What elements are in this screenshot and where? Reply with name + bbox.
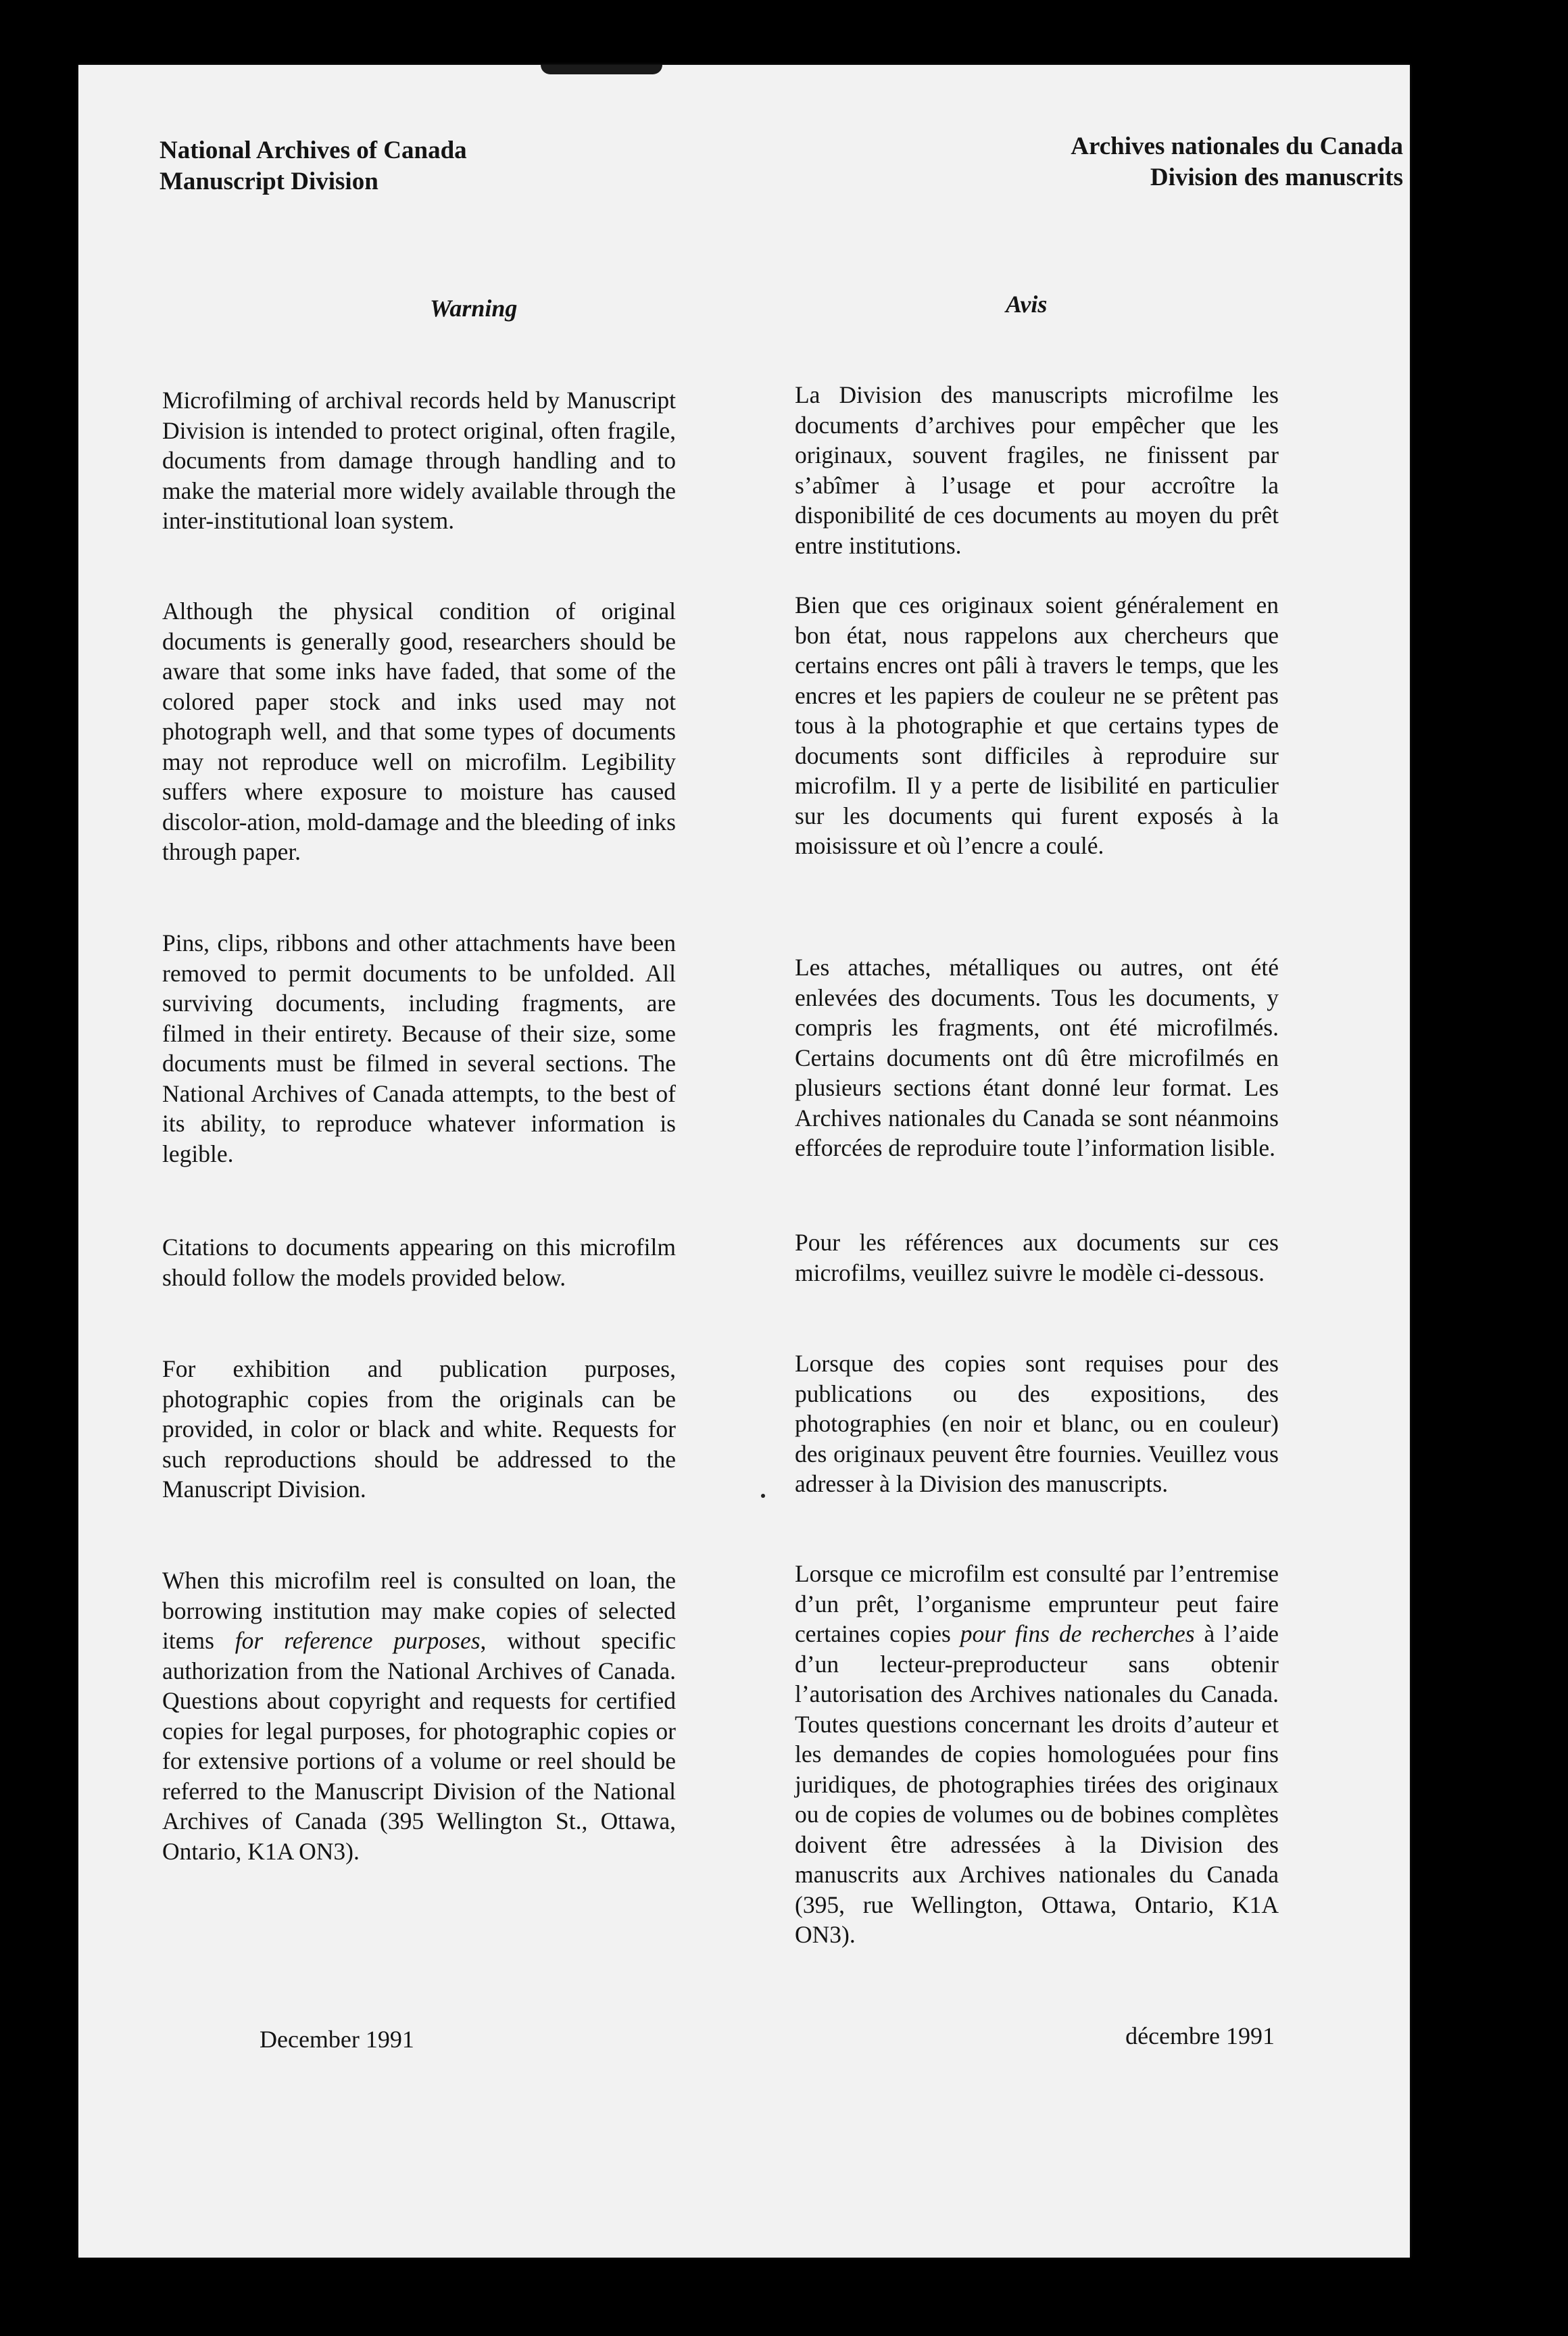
- english-paragraph-6: [162, 1565, 676, 1866]
- english-paragraph-6-italic: for reference purposes: [235, 1627, 481, 1654]
- french-paragraph-6-italic: pour fins de recherches: [960, 1620, 1195, 1647]
- french-paragraph-5: Lorsque des copies sont requises pour des publications ou des expositions, des photographies (en noir et blanc, ou en couleur) des originaux peuvent être fournies. Veuillez vous adresser à la Division des manuscripts.: [795, 1350, 1279, 1497]
- paper-notch: [541, 65, 662, 74]
- english-paragraph-6-part2: , without specific authorization from the National Archives of Canada. Questions about copyright and requests for certified copies for legal purposes, for photographic copies or for extensive portions of a volume or reel should be referred to the Manuscript Division of the National Archives of Canada (395 Wellington St., Ottawa, Ontario, K1A ON3).: [162, 1627, 676, 1865]
- english-paragraph-4: Citations to documents appearing on this microfilm should follow the models provided below.: [162, 1234, 676, 1291]
- french-paragraph-3: Les attaches, métalliques ou autres, ont été enlevées des documents. Tous les documents, y compris les fragments, ont été microfilmés. Certains documents ont dû être microfilmés en plusieurs sections étant donné leur format. Les Archives nationales du Canada se sont néanmoins efforcées de reproduire toute l’information lisible.: [795, 954, 1279, 1161]
- french-title: Avis: [1006, 291, 1048, 318]
- english-paragraph-3: Pins, clips, ribbons and other attachments have been removed to permit documents to be unfolded. All surviving documents, including fragments, are filmed in their entirety. Because of their size, some documents must be filmed in several sections. The National Archives of Canada attempts, to the best of its ability, to reproduce whatever information is legible.: [162, 929, 676, 1167]
- english-header-line2: Manuscript Division: [160, 168, 378, 195]
- french-date: décembre 1991: [1125, 2022, 1275, 2049]
- french-paragraph-6: [795, 1559, 1279, 1950]
- english-paragraph-1: Microfilming of archival records held by Manuscript Division is intended to protect original, often fragile, documents from damage through handling and to make the material more widely available through the inter-institutional loan system.: [162, 387, 676, 534]
- english-paragraph-5: For exhibition and publication purposes, photographic copies from the originals can be provided, in color or black and white. Requests for such reproductions should be addressed to the Manuscript Division.: [162, 1355, 676, 1503]
- english-paragraph-2: Although the physical condition of original documents is generally good, researchers should be aware that some inks have faded, that some of the colored paper stock and inks used may not photograph well, and that some types of documents may not reproduce well on microfilm. Legibility suffers where exposure to moisture has caused discolor-ation, mold-damage and the bleeding of inks through paper.: [162, 598, 676, 865]
- english-header-line1: National Archives of Canada: [160, 137, 467, 164]
- french-header: [1071, 131, 1403, 193]
- french-header-line1: Archives nationales du Canada: [1071, 132, 1403, 160]
- english-date: December 1991: [260, 2026, 414, 2053]
- french-header-line2: Division des manuscrits: [1150, 164, 1403, 191]
- ink-speck: [761, 1494, 765, 1498]
- french-paragraph-6-part1: Lorsque ce microfilm est consulté par l’entremise d’un prêt, l’organisme emprunteur peut faire certaines copies: [795, 1560, 1279, 1647]
- english-header: [160, 135, 467, 197]
- french-paragraph-1: La Division des manuscripts microfilme les documents d’archives pour empêcher que les originaux, souvent fragiles, ne finissent par s’abîmer à l’usage et pour accroître la disponibilité de ces documents au moyen du prêt entre institutions.: [795, 381, 1279, 559]
- english-paragraph-6-part1: When this microfilm reel is consulted on loan, the borrowing institution may make copies of selected items: [162, 1567, 676, 1654]
- english-title: Warning: [430, 295, 518, 322]
- french-paragraph-2: Bien que ces originaux soient généralement en bon état, nous rappelons aux chercheurs que certains encres ont pâli à travers le temps, que les encres et les papiers de couleur ne se prêtent pas tous à la photographie et que certains types de documents sont difficiles à reproduire sur microfilm. Il y a perte de lisibilité en particulier sur les documents qui furent exposés à la moisissure et où l’encre a coulé.: [795, 591, 1279, 859]
- french-paragraph-6-part2: à l’aide d’un lecteur-preproducteur sans obtenir l’autorisation des Archives nationales du Canada. Toutes questions concernant les droits d’auteur et les demandes de copies homologuées pour fins juridiques, de photographies tirées des originaux ou de copies de volumes ou de bobines complètes doivent être adressées à la Division des manuscrits aux Archives nationales du Canada (395, rue Wellington, Ottawa, Ontario, K1A ON3).: [795, 1620, 1279, 1948]
- french-paragraph-4: Pour les références aux documents sur ces microfilms, veuillez suivre le modèle ci-dessous.: [795, 1229, 1279, 1286]
